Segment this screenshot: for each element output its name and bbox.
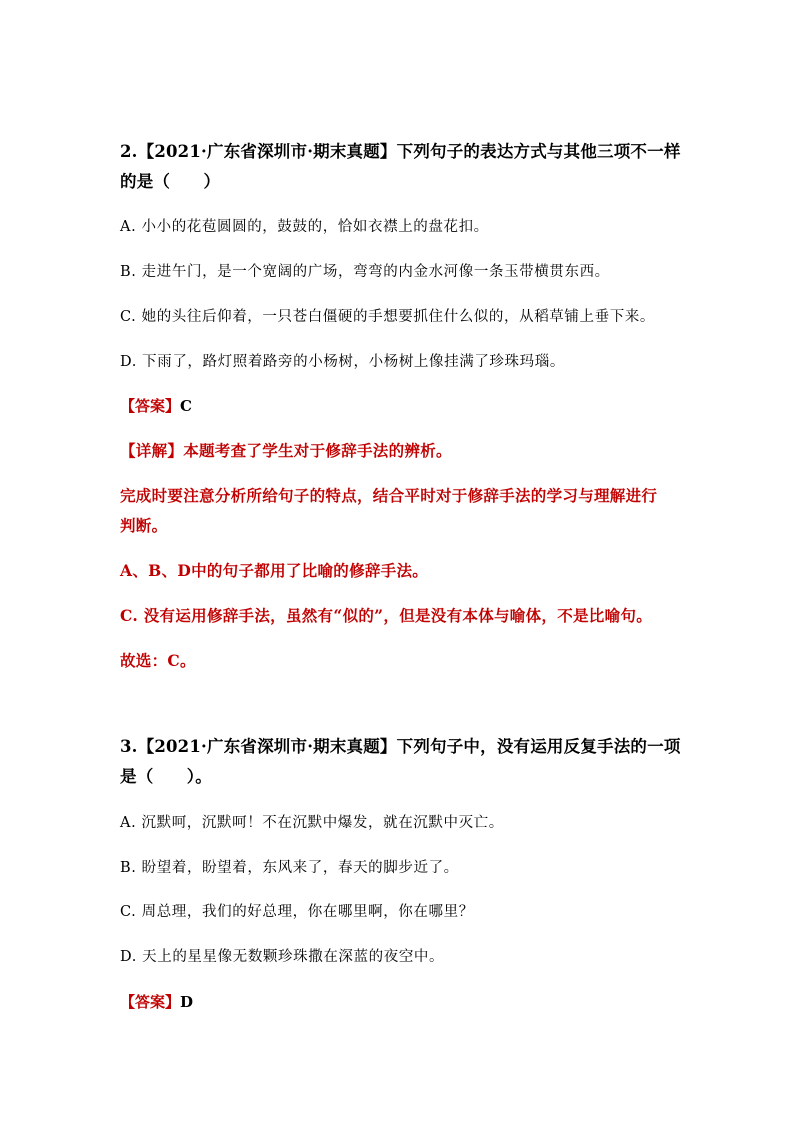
q2-answer <box>120 395 680 417</box>
q3-option-c: C. 周总理，我们的好总理，你在哪里啊，你在哪里？ <box>120 904 474 920</box>
q2-detail-text: 本题考查了学生对于修辞手法的辨析。 <box>183 441 452 460</box>
q3-stem-line2: 是（ ）。 <box>120 767 212 786</box>
q2-option-a: A. 小小的花苞圆圆的，鼓鼓的，恰如衣襟上的盘花扣。 <box>120 219 489 235</box>
q2-stem-line1: 2.【2021·广东省深圳市·期末真题】下列句子的表达方式与其他三项不一样 <box>120 142 681 161</box>
q2-explain-line4: C. 没有运用修辞手法，虽然有“似的”，但是没有本体与喻体，不是比喻句。 <box>120 606 652 625</box>
q3-option-a: A. 沉默呵，沉默呵！不在沉默中爆发，就在沉默中灭亡。 <box>120 815 504 831</box>
q3-option-d: D. 天上的星星像无数颗珍珠撒在深蓝的夜空中。 <box>120 949 445 965</box>
q3-answer <box>120 991 680 1013</box>
q2-option-b: B. 走进午门，是一个宽阔的广场，弯弯的内金水河像一条玉带横贯东西。 <box>120 264 610 280</box>
q3-answer-value: D <box>180 993 194 1011</box>
q2-explain-line3: A、B、D中的句子都用了比喻的修辞手法。 <box>120 561 429 580</box>
q3-stem-line1: 3.【2021·广东省深圳市·期末真题】下列句子中，没有运用反复手法的一项 <box>120 737 681 756</box>
q3-answer-label: 【答案】 <box>120 993 181 1011</box>
q2-answer-value: C <box>180 397 192 415</box>
q2-conclusion: 故选：C。 <box>120 651 196 670</box>
q2-option-c: C. 她的头往后仰着，一只苍白僵硬的手想要抓住什么似的，从稻草铺上垂下来。 <box>120 309 655 325</box>
q2-detail <box>120 440 680 462</box>
q2-explain-line2: 判断。 <box>120 516 168 535</box>
q2-explain-line1: 完成时要注意分析所给句子的特点，结合平时对于修辞手法的学习与理解进行 <box>120 486 658 505</box>
q3-option-b: B. 盼望着，盼望着，东风来了，春天的脚步近了。 <box>120 860 459 876</box>
q2-option-d: D. 下雨了，路灯照着路旁的小杨树，小杨树上像挂满了珍珠玛瑙。 <box>120 354 565 370</box>
q2-stem-line2: 的是（ ） <box>120 172 221 191</box>
q2-detail-label: 【详解】 <box>120 441 184 460</box>
q2-answer-label: 【答案】 <box>120 397 181 415</box>
